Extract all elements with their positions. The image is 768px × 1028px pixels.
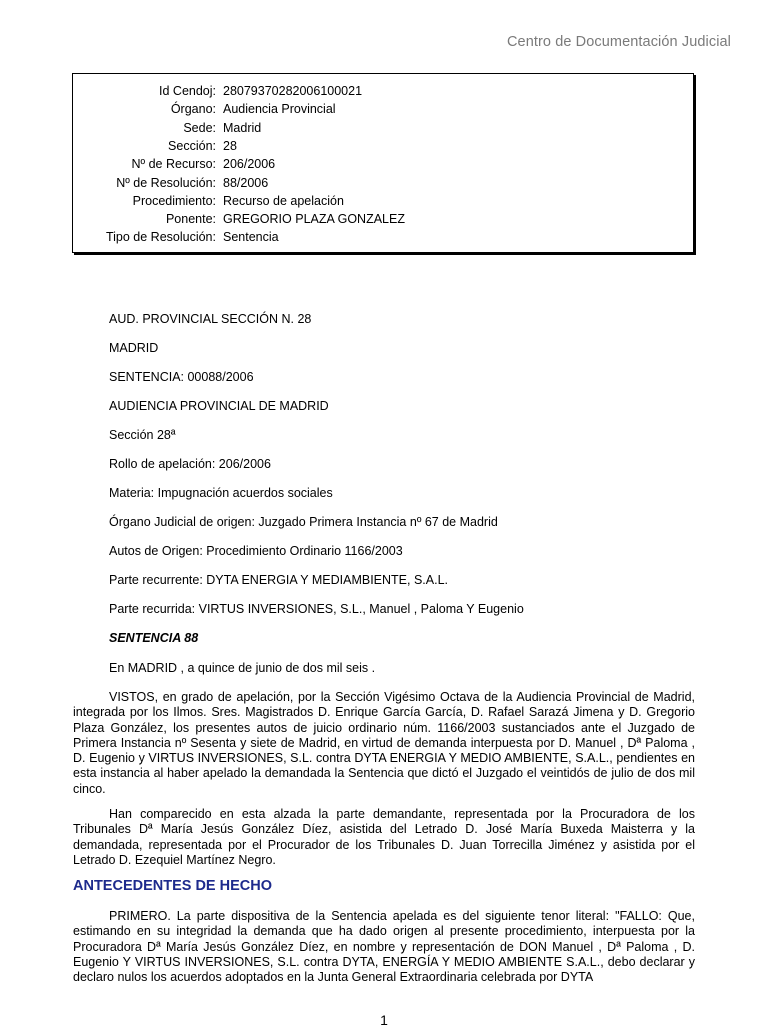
court-name-line: AUDIENCIA PROVINCIAL DE MADRID: [109, 399, 329, 413]
paragraph-comparecido: Han comparecido en esta alzada la parte demandante, representada por la Procuradora de los Tribunales Dª María Jesús González Díez, asistida del Letrado D. José María Buxeda Maisterra y la demandada, representada por el Procurador de los Tribunales D. Juan Torrecilla Jiménez y asistida por el Letrado D. Ezequiel Martínez Negro.: [73, 807, 695, 867]
metadata-label: Nº de Resolución:: [116, 175, 216, 190]
metadata-value: 88/2006: [223, 175, 269, 190]
metadata-value: Audiencia Provincial: [223, 102, 336, 117]
metadata-value: 28079370282006100021: [223, 84, 363, 98]
sentence-title: SENTENCIA 88: [109, 631, 199, 645]
document-source-header: Centro de Documentación Judicial: [506, 34, 731, 50]
respondent-line: Parte recurrida: VIRTUS INVERSIONES, S.L., Manuel , Paloma Y Eugenio: [109, 602, 524, 616]
origin-case-line: Autos de Origen: Procedimiento Ordinario 1166/2003: [109, 544, 403, 558]
metadata-label: Órgano:: [170, 102, 216, 117]
page-number: 1: [380, 1012, 388, 1028]
appeal-roll-line: Rollo de apelación: 206/2006: [109, 457, 271, 471]
metadata-label: Id Cendoj:: [159, 84, 216, 98]
section-heading: ANTECEDENTES DE HECHO: [73, 878, 272, 894]
metadata-box: [72, 73, 694, 253]
sentence-number-line: SENTENCIA: 00088/2006: [109, 370, 254, 384]
date-line: En MADRID , a quince de junio de dos mil seis .: [109, 661, 376, 675]
city-line: MADRID: [109, 341, 159, 355]
metadata-value: 28: [223, 138, 237, 153]
paragraph-primero: PRIMERO. La parte dispositiva de la Sentencia apelada es del siguiente tenor literal: "FALLO: Que, estimando en su integridad la demanda que ha dado origen al presente procedimiento, interpuesta por la Procuradora Dª María Jesús González Díez, en nombre y representación de DON Manuel , Dª Paloma , D. Eugenio Y VIRTUS INVERSIONES, S.L. contra DYTA, ENERGÍA Y MEDIO AMBIENTE S.A.L., debo declarar y declaro nulos los acuerdos adoptados en la Junta General Extraordinaria celebrada por DYTA: [73, 909, 695, 985]
metadata-label: Procedimiento:: [132, 193, 216, 208]
metadata-value: Madrid: [223, 120, 262, 135]
metadata-value: GREGORIO PLAZA GONZALEZ: [223, 212, 405, 227]
metadata-value: Sentencia: [223, 230, 279, 245]
metadata-value: 206/2006: [223, 157, 276, 172]
appellant-line: Parte recurrente: DYTA ENERGIA Y MEDIAMBIENTE, S.A.L.: [109, 573, 449, 587]
metadata-label: Nº de Recurso:: [131, 157, 216, 172]
section-line: Sección 28ª: [109, 428, 176, 442]
metadata-label: Sección:: [168, 138, 216, 153]
origin-court-line: Órgano Judicial de origen: Juzgado Primera Instancia nº 67 de Madrid: [109, 515, 498, 529]
court-line: AUD. PROVINCIAL SECCIÓN N. 28: [109, 312, 312, 326]
metadata-label: Sede:: [183, 120, 216, 135]
metadata-label: Tipo de Resolución:: [105, 230, 216, 245]
metadata-value: Recurso de apelación: [223, 193, 344, 208]
metadata-label: Ponente:: [165, 212, 216, 227]
paragraph-vistos: VISTOS, en grado de apelación, por la Sección Vigésimo Octava de la Audiencia Provincial de Madrid, integrada por los Ilmos. Sres. Magistrados D. Enrique García García, D. Rafael Sarazá Jimena y D. Gregorio Plaza González, los presentes autos de juicio ordinario núm. 1166/2003 sustanciados ante el Juzgado de Primera Instancia nº Sesenta y siete de Madrid, en virtud de demanda interpuesta por D. Manuel , Dª Paloma , D. Eugenio y VIRTUS INVERSIONES, S.L. contra DYTA ENERGIA Y MEDIO AMBIENTE, S.A.L., pendientes en esta instancia al haber apelado la demandada la Sentencia que dictó el Juzgado el veintidós de julio de dos mil cinco.: [73, 690, 695, 796]
subject-line: Materia: Impugnación acuerdos sociales: [109, 486, 333, 500]
